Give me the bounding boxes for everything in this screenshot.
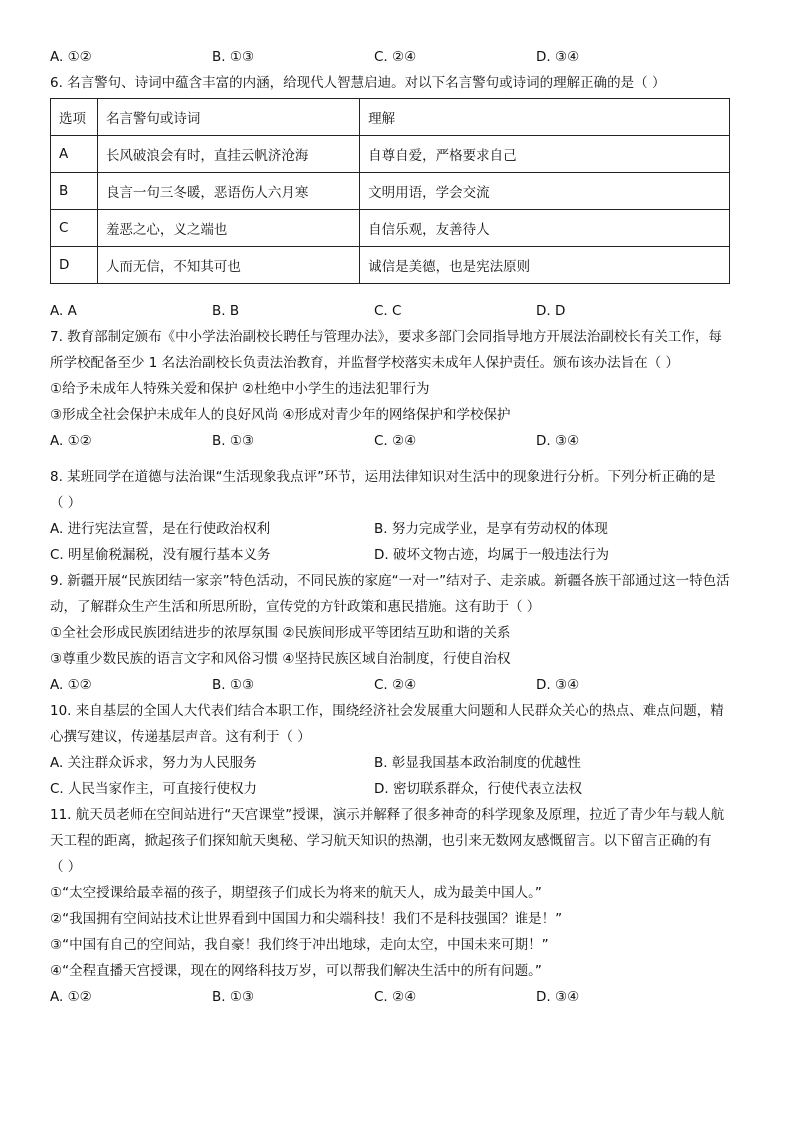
q11-stem-line3: （ ）: [50, 859, 82, 875]
row-understanding: 诚信是美德，也是宪法原则: [360, 247, 730, 284]
row-label: C: [51, 210, 98, 247]
q6-stem: 6. 名言警句、诗词中蕴含丰富的内涵，给现代人智慧启迪。对以下名言警句或诗词的理解正确的是（ ）: [50, 75, 666, 91]
option-b: B. ①③: [212, 49, 255, 65]
q7-statements-1: ①给予未成年人特殊关爱和保护 ②杜绝中小学生的违法犯罪行为: [50, 381, 430, 397]
q8-stem-line1: 8. 某班同学在道德与法治课“生活现象我点评”环节，运用法律知识对生活中的现象进行分析。下列分析正确的是: [50, 469, 716, 485]
q11-statement-2: ②“我国拥有空间站技术让世界看到中国国力和尖端科技！我们不是科技强国？谁是！”: [50, 911, 563, 927]
q9-statements-2: ③尊重少数民族的语言文字和风俗习惯 ④坚持民族区域自治制度，行使自治权: [50, 651, 511, 667]
table-row: [51, 136, 730, 173]
q11-statement-1: ①“太空授课给最幸福的孩子，期望孩子们成长为将来的航天人，成为最美中国人。”: [50, 885, 542, 901]
option-b: B. 努力完成学业，是享有劳动权的体现: [374, 521, 608, 537]
q11-stem-line1: 11. 航天员老师在空间站进行“天宫课堂”授课，演示并解释了很多神奇的科学现象及原理，拉近了青少年与载人航: [50, 807, 725, 823]
option-d: D. ③④: [536, 677, 580, 693]
q10-stem-line1: 10. 来自基层的全国人大代表们结合本职工作，围绕经济社会发展重大问题和人民群众关心的热点、难点问题，精: [50, 703, 724, 719]
q7-options: [50, 428, 750, 454]
option-a: A. ①②: [50, 433, 92, 449]
q10-stem-line2: 心撰写建议，传递基层声音。这有利于（ ）: [50, 729, 311, 745]
option-d: D. 破坏文物古迹，均属于一般违法行为: [374, 547, 609, 563]
option-d: D. ③④: [536, 49, 580, 65]
q8-stem-line2: （ ）: [50, 495, 82, 511]
option-d: D. D: [536, 303, 566, 319]
row-understanding: 文明用语，学会交流: [360, 173, 730, 210]
header-option: 选项: [51, 99, 98, 136]
q11-options: [50, 984, 750, 1010]
q7-stem-line1: 7. 教育部制定颁布《中小学法治副校长聘任与管理办法》，要求多部门会同指导地方开展法治副校长有关工作，每: [50, 329, 722, 345]
option-b: B. 彰显我国基本政治制度的优越性: [374, 755, 581, 771]
q9-stem-line2: 动，了解群众生产生活和所思所盼，宣传党的方针政策和惠民措施。这有助于（ ）: [50, 599, 541, 615]
option-b: B. B: [212, 303, 240, 319]
row-label: D: [51, 247, 98, 284]
option-d: D. ③④: [536, 989, 580, 1005]
q11-statement-4: ④“全程直播天宫授课，现在的网络科技万岁，可以帮我们解决生活中的所有问题。”: [50, 963, 542, 979]
q10-options-row1: [50, 750, 750, 776]
option-c: C. ②④: [374, 49, 417, 65]
row-quote: 良言一句三冬暖，恶语伤人六月寒: [97, 173, 359, 210]
row-label: B: [51, 173, 98, 210]
q5-options: [50, 44, 750, 70]
q6-table: [50, 98, 730, 284]
table-row: [51, 210, 730, 247]
row-quote: 羞恶之心，义之端也: [97, 210, 359, 247]
q7-stem-line2: 所学校配备至少 1 名法治副校长负责法治教育，并监督学校落实未成年人保护责任。颁布该办法旨在（ ）: [50, 355, 679, 371]
option-b: B. ①③: [212, 989, 255, 1005]
row-label: A: [51, 136, 98, 173]
option-c: C. 明星偷税漏税，没有履行基本义务: [50, 547, 271, 563]
option-a: A. 关注群众诉求，努力为人民服务: [50, 755, 257, 771]
row-quote: 长风破浪会有时，直挂云帆济沧海: [97, 136, 359, 173]
exam-page: [50, 44, 750, 1010]
row-understanding: 自尊自爱，严格要求自己: [360, 136, 730, 173]
option-b: B. ①③: [212, 677, 255, 693]
q9-options: [50, 672, 750, 698]
option-c: C. ②④: [374, 677, 417, 693]
q11-statement-3: ③“中国有自己的空间站，我自豪！我们终于冲出地球，走向太空，中国未来可期！”: [50, 937, 549, 953]
q8-options-row1: [50, 516, 750, 542]
q9-stem-line1: 9. 新疆开展“民族团结一家亲”特色活动，不同民族的家庭“一对一”结对子、走亲戚。新疆各族干部通过这一特色活: [50, 573, 730, 589]
q9-statements-1: ①全社会形成民族团结进步的浓厚氛围 ②民族间形成平等团结互助和谐的关系: [50, 625, 511, 641]
option-d: D. ③④: [536, 433, 580, 449]
row-understanding: 自信乐观，友善待人: [360, 210, 730, 247]
option-c: C. ②④: [374, 433, 417, 449]
option-a: A. ①②: [50, 989, 92, 1005]
q10-options-row2: [50, 776, 750, 802]
option-a: A. ①②: [50, 677, 92, 693]
option-c: C. 人民当家作主，可直接行使权力: [50, 781, 258, 797]
option-a: A. ①②: [50, 49, 92, 65]
option-c: C. C: [374, 303, 402, 319]
row-quote: 人而无信，不知其可也: [97, 247, 359, 284]
q7-statements-2: ③形成全社会保护未成年人的良好风尚 ④形成对青少年的网络保护和学校保护: [50, 407, 511, 423]
option-a: A. 进行宪法宣誓，是在行使政治权利: [50, 521, 271, 537]
q8-options-row2: [50, 542, 750, 568]
option-b: B. ①③: [212, 433, 255, 449]
table-header-row: [51, 99, 730, 136]
option-d: D. 密切联系群众，行使代表立法权: [374, 781, 582, 797]
option-a: A. A: [50, 303, 77, 319]
table-row: [51, 247, 730, 284]
q11-stem-line2: 天工程的距离，掀起孩子们探知航天奥秘、学习航天知识的热潮，也引来无数网友感慨留言。以下留言正确的有: [50, 833, 712, 849]
header-understanding: 理解: [360, 99, 730, 136]
header-quote: 名言警句或诗词: [97, 99, 359, 136]
table-row: [51, 173, 730, 210]
option-c: C. ②④: [374, 989, 417, 1005]
q6-options: [50, 298, 750, 324]
